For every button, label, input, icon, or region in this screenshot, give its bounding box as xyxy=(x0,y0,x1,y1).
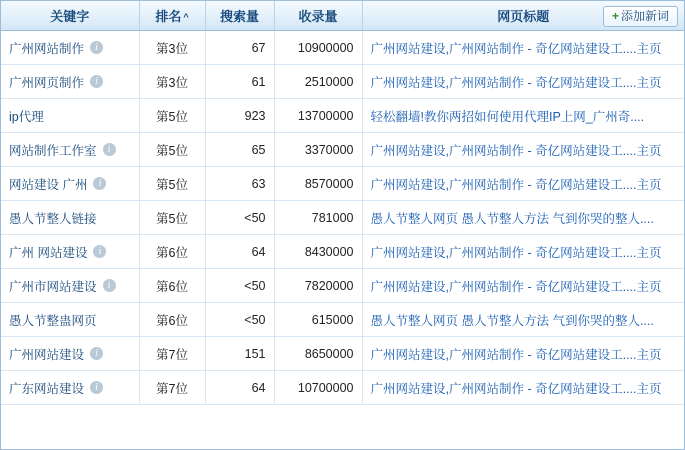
column-search-volume-label: 搜索量 xyxy=(219,9,259,24)
info-icon[interactable]: i xyxy=(90,41,103,54)
cell-page-title xyxy=(362,65,684,99)
keyword-label[interactable]: 广州 网站建设 xyxy=(9,245,88,260)
table-row xyxy=(1,303,684,337)
cell-page-title xyxy=(362,201,684,235)
table-row xyxy=(1,269,684,303)
cell-keyword xyxy=(1,303,139,337)
column-keyword-label: 关键字 xyxy=(50,9,90,24)
cell-rank: 第7位 xyxy=(139,337,205,371)
cell-keyword xyxy=(1,167,139,201)
cell-page-title xyxy=(362,235,684,269)
column-indexed-count[interactable] xyxy=(274,1,362,31)
home-link[interactable]: 主页 xyxy=(636,41,662,56)
keyword-label[interactable]: 广州网站建设 xyxy=(9,347,85,362)
cell-rank: 第3位 xyxy=(139,31,205,65)
cell-keyword xyxy=(1,337,139,371)
cell-search-volume: 64 xyxy=(205,235,274,269)
cell-rank: 第6位 xyxy=(139,235,205,269)
column-keyword[interactable] xyxy=(1,1,139,31)
cell-indexed-count: 781000 xyxy=(274,201,362,235)
cell-search-volume: 64 xyxy=(205,371,274,405)
cell-keyword xyxy=(1,133,139,167)
cell-keyword xyxy=(1,371,139,405)
cell-search-volume: 151 xyxy=(205,337,274,371)
cell-rank: 第6位 xyxy=(139,303,205,337)
page-title-link[interactable]: 广州网站建设,广州网站制作 - 奇亿网站建设工.... xyxy=(370,75,637,90)
table-row xyxy=(1,167,684,201)
cell-search-volume: <50 xyxy=(205,201,274,235)
cell-keyword xyxy=(1,269,139,303)
table-row xyxy=(1,99,684,133)
column-page-title[interactable] xyxy=(362,1,684,31)
home-link[interactable]: 主页 xyxy=(636,177,662,192)
cell-indexed-count: 8570000 xyxy=(274,167,362,201)
cell-indexed-count: 10700000 xyxy=(274,371,362,405)
home-link[interactable]: 主页 xyxy=(636,75,662,90)
cell-page-title xyxy=(362,337,684,371)
page-title-link[interactable]: 轻松翻墙!教你两招如何使用代理IP上网_广州奇.... xyxy=(370,109,645,124)
info-icon[interactable]: i xyxy=(103,279,116,292)
table-row xyxy=(1,337,684,371)
plus-icon: + xyxy=(611,9,619,23)
cell-page-title xyxy=(362,31,684,65)
cell-page-title xyxy=(362,133,684,167)
keyword-label[interactable]: 广州网页制作 xyxy=(9,75,85,90)
keyword-label[interactable]: 网站制作工作室 xyxy=(9,143,97,158)
page-title-link[interactable]: 愚人节整人网页 愚人节整人方法 气到你哭的整人.... xyxy=(370,211,654,226)
cell-indexed-count: 615000 xyxy=(274,303,362,337)
page-title-link[interactable]: 广州网站建设,广州网站制作 - 奇亿网站建设工.... xyxy=(370,347,637,362)
info-icon[interactable]: i xyxy=(93,177,106,190)
table-row xyxy=(1,31,684,65)
add-new-keyword-label: 添加新词 xyxy=(620,9,669,23)
cell-search-volume: 63 xyxy=(205,167,274,201)
page-title-link[interactable]: 广州网站建设,广州网站制作 - 奇亿网站建设工.... xyxy=(370,245,637,260)
cell-page-title xyxy=(362,269,684,303)
page-title-link[interactable]: 广州网站建设,广州网站制作 - 奇亿网站建设工.... xyxy=(370,143,637,158)
keyword-table xyxy=(1,1,684,405)
cell-search-volume: 65 xyxy=(205,133,274,167)
keyword-wrapper xyxy=(9,39,131,57)
info-icon[interactable]: i xyxy=(103,143,116,156)
home-link[interactable]: 主页 xyxy=(636,347,662,362)
sort-ascending-icon[interactable]: ^ xyxy=(183,12,189,22)
header-row xyxy=(1,1,684,31)
keyword-wrapper xyxy=(9,73,131,91)
info-icon[interactable]: i xyxy=(90,381,103,394)
column-page-title-label: 网页标题 xyxy=(497,9,550,24)
cell-indexed-count: 8650000 xyxy=(274,337,362,371)
cell-indexed-count: 3370000 xyxy=(274,133,362,167)
cell-rank: 第5位 xyxy=(139,133,205,167)
keyword-wrapper xyxy=(9,345,131,363)
cell-indexed-count: 2510000 xyxy=(274,65,362,99)
keyword-label[interactable]: 广州市网站建设 xyxy=(9,279,97,294)
keyword-wrapper xyxy=(9,311,131,329)
keyword-wrapper xyxy=(9,277,131,295)
keyword-wrapper xyxy=(9,209,131,227)
cell-keyword xyxy=(1,99,139,133)
keyword-label[interactable]: 广州网站制作 xyxy=(9,41,85,56)
page-title-link[interactable]: 广州网站建设,广州网站制作 - 奇亿网站建设工.... xyxy=(370,279,637,294)
cell-indexed-count: 10900000 xyxy=(274,31,362,65)
cell-page-title xyxy=(362,371,684,405)
column-rank[interactable] xyxy=(139,1,205,31)
column-search-volume[interactable] xyxy=(205,1,274,31)
cell-keyword xyxy=(1,235,139,269)
cell-search-volume: <50 xyxy=(205,269,274,303)
cell-page-title xyxy=(362,167,684,201)
keyword-label[interactable]: 愚人节整人链接 xyxy=(9,211,97,226)
page-title-link[interactable]: 广州网站建设,广州网站制作 - 奇亿网站建设工.... xyxy=(370,381,637,396)
cell-rank: 第7位 xyxy=(139,371,205,405)
keyword-wrapper xyxy=(9,107,131,125)
add-new-keyword-button[interactable] xyxy=(603,6,678,27)
keyword-label[interactable]: 愚人节整蛊网页 xyxy=(9,313,97,328)
cell-indexed-count: 8430000 xyxy=(274,235,362,269)
cell-search-volume: 61 xyxy=(205,65,274,99)
table-row xyxy=(1,65,684,99)
info-icon[interactable]: i xyxy=(90,347,103,360)
keyword-wrapper xyxy=(9,243,131,261)
cell-rank: 第5位 xyxy=(139,167,205,201)
page-title-link[interactable]: 广州网站建设,广州网站制作 - 奇亿网站建设工.... xyxy=(370,177,637,192)
home-link[interactable]: 主页 xyxy=(636,143,662,158)
table-row xyxy=(1,371,684,405)
column-indexed-count-label: 收录量 xyxy=(298,9,338,24)
home-link[interactable]: 主页 xyxy=(636,381,662,396)
table-header xyxy=(1,1,684,31)
page-title-link[interactable]: 愚人节整人网页 愚人节整人方法 气到你哭的整人.... xyxy=(370,313,654,328)
cell-indexed-count: 13700000 xyxy=(274,99,362,133)
page-title-link[interactable]: 广州网站建设,广州网站制作 - 奇亿网站建设工.... xyxy=(370,41,637,56)
home-link[interactable]: 主页 xyxy=(636,245,662,260)
cell-rank: 第3位 xyxy=(139,65,205,99)
cell-page-title xyxy=(362,99,684,133)
table-row xyxy=(1,201,684,235)
keyword-label[interactable]: 广东网站建设 xyxy=(9,381,85,396)
keyword-label[interactable]: 网站建设 广州 xyxy=(9,177,88,192)
cell-indexed-count: 7820000 xyxy=(274,269,362,303)
cell-rank: 第5位 xyxy=(139,99,205,133)
cell-keyword xyxy=(1,201,139,235)
cell-search-volume: 923 xyxy=(205,99,274,133)
info-icon[interactable]: i xyxy=(90,75,103,88)
keyword-wrapper xyxy=(9,379,131,397)
keyword-wrapper xyxy=(9,141,131,159)
cell-keyword xyxy=(1,31,139,65)
keyword-wrapper xyxy=(9,175,131,193)
info-icon[interactable]: i xyxy=(93,245,106,258)
column-rank-label: 排名 xyxy=(155,9,182,24)
home-link[interactable]: 主页 xyxy=(636,279,662,294)
cell-keyword xyxy=(1,65,139,99)
cell-page-title xyxy=(362,303,684,337)
keyword-label[interactable]: ip代理 xyxy=(9,109,44,124)
cell-search-volume: 67 xyxy=(205,31,274,65)
cell-rank: 第6位 xyxy=(139,269,205,303)
table-row xyxy=(1,133,684,167)
cell-rank: 第5位 xyxy=(139,201,205,235)
cell-search-volume: <50 xyxy=(205,303,274,337)
table-body xyxy=(1,31,684,405)
table-row xyxy=(1,235,684,269)
